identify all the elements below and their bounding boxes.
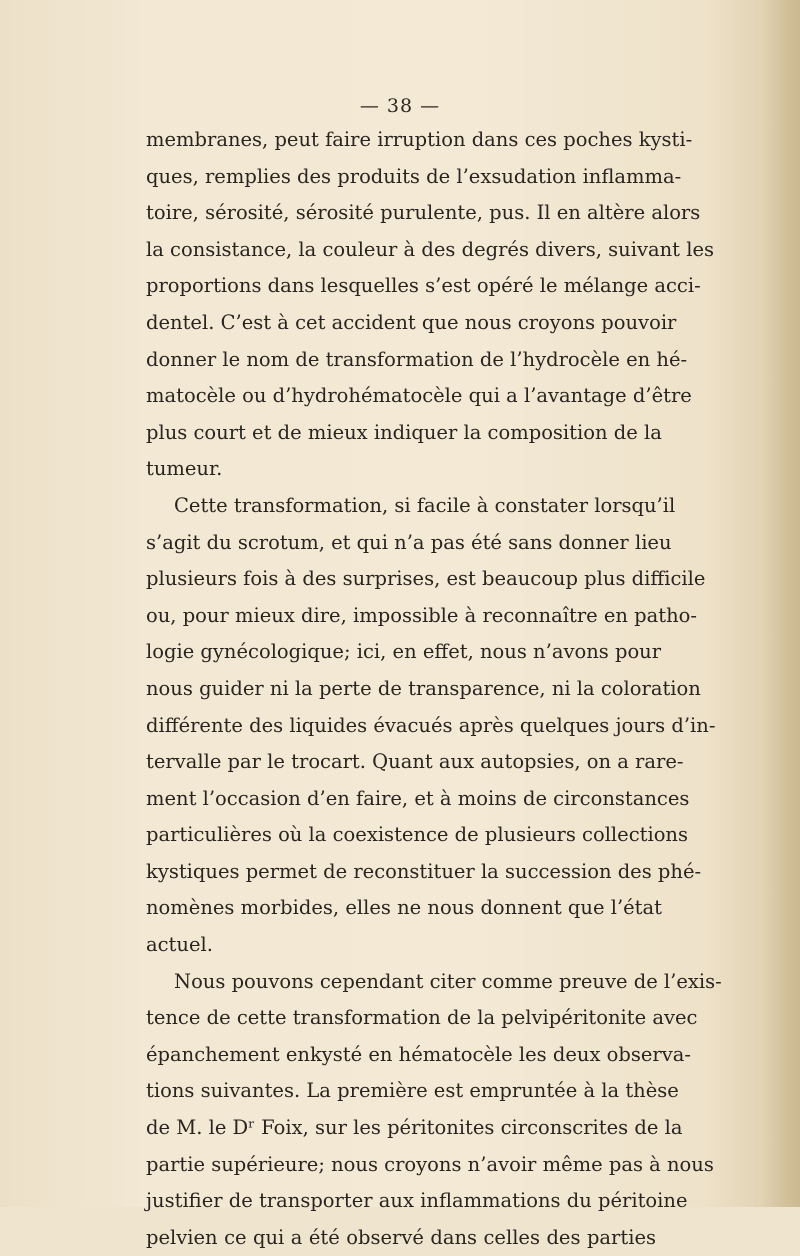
text-line: Nous pouvons cependant citer comme preuve de l’exis- [174, 969, 722, 993]
text-line: proportions dans lesquelles s’est opéré le mélange acci- [146, 274, 701, 298]
page-edge-shadow [762, 0, 800, 1207]
text-line: matocèle ou d’hydrohématocèle qui a l’avantage d’être [146, 384, 692, 408]
text-line: tumeur. [146, 457, 223, 481]
text-line: ques, remplies des produits de l’exsudation inflamma- [146, 164, 682, 188]
text-line: pelvien ce qui a été observé dans celles des parties [146, 1225, 656, 1249]
text-line: Cette transformation, si facile à constater lorsqu’il [174, 493, 676, 517]
text-line: nomènes morbides, elles ne nous donnent que l’état [146, 896, 662, 920]
text-line: kystiques permet de reconstituer la succession des phé- [146, 859, 702, 883]
text-line: plusieurs fois à des surprises, est beaucoup plus difficile [146, 567, 706, 591]
text-line: ment l’occasion d’en faire, et à moins de circonstances [146, 786, 690, 810]
text-line: ou, pour mieux dire, impossible à reconnaître en patho- [146, 603, 698, 627]
body-text [146, 122, 722, 1256]
text-line: donner le nom de transformation de l’hydrocèle en hé- [146, 347, 688, 371]
text-line: dentel. C’est à cet accident que nous croyons pouvoir [146, 310, 677, 334]
text-line: justifier de transporter aux inflammations du péritoine [146, 1189, 688, 1213]
text-line: toire, sérosité, sérosité purulente, pus. Il en altère alors [146, 201, 701, 225]
text-line: tervalle par le trocart. Quant aux autopsies, on a rare- [146, 750, 684, 774]
text-line: tence de cette transformation de la pelvipéritonite avec [146, 1006, 698, 1030]
text-line: particulières où la coexistence de plusieurs collections [146, 823, 689, 847]
text-line: la consistance, la couleur à des degrés divers, suivant les [146, 237, 714, 261]
text-line: partie supérieure; nous croyons n’avoir même pas à nous [146, 1152, 714, 1176]
text-line: différente des liquides évacués après quelques jours d’in- [146, 713, 716, 737]
text-line: logie gynécologique; ici, en effet, nous n’avons pour [146, 640, 662, 664]
text-line: membranes, peut faire irruption dans ces poches kysti- [146, 128, 693, 151]
text-line: plus court et de mieux indiquer la composition de la [146, 420, 662, 444]
text-line: de M. le Dʳ Foix, sur les péritonites circonscrites de la [146, 1116, 683, 1140]
text-line: s’agit du scrotum, et qui n’a pas été sans donner lieu [146, 530, 672, 554]
text-line: nous guider ni la perte de transparence, ni la coloration [146, 676, 701, 700]
text-line: actuel. [146, 933, 213, 957]
page-number: — 38 — [359, 95, 441, 117]
text-line: épanchement enkysté en hématocèle les deux observa- [146, 1042, 691, 1066]
text-line: tions suivantes. La première est empruntée à la thèse [146, 1079, 679, 1103]
